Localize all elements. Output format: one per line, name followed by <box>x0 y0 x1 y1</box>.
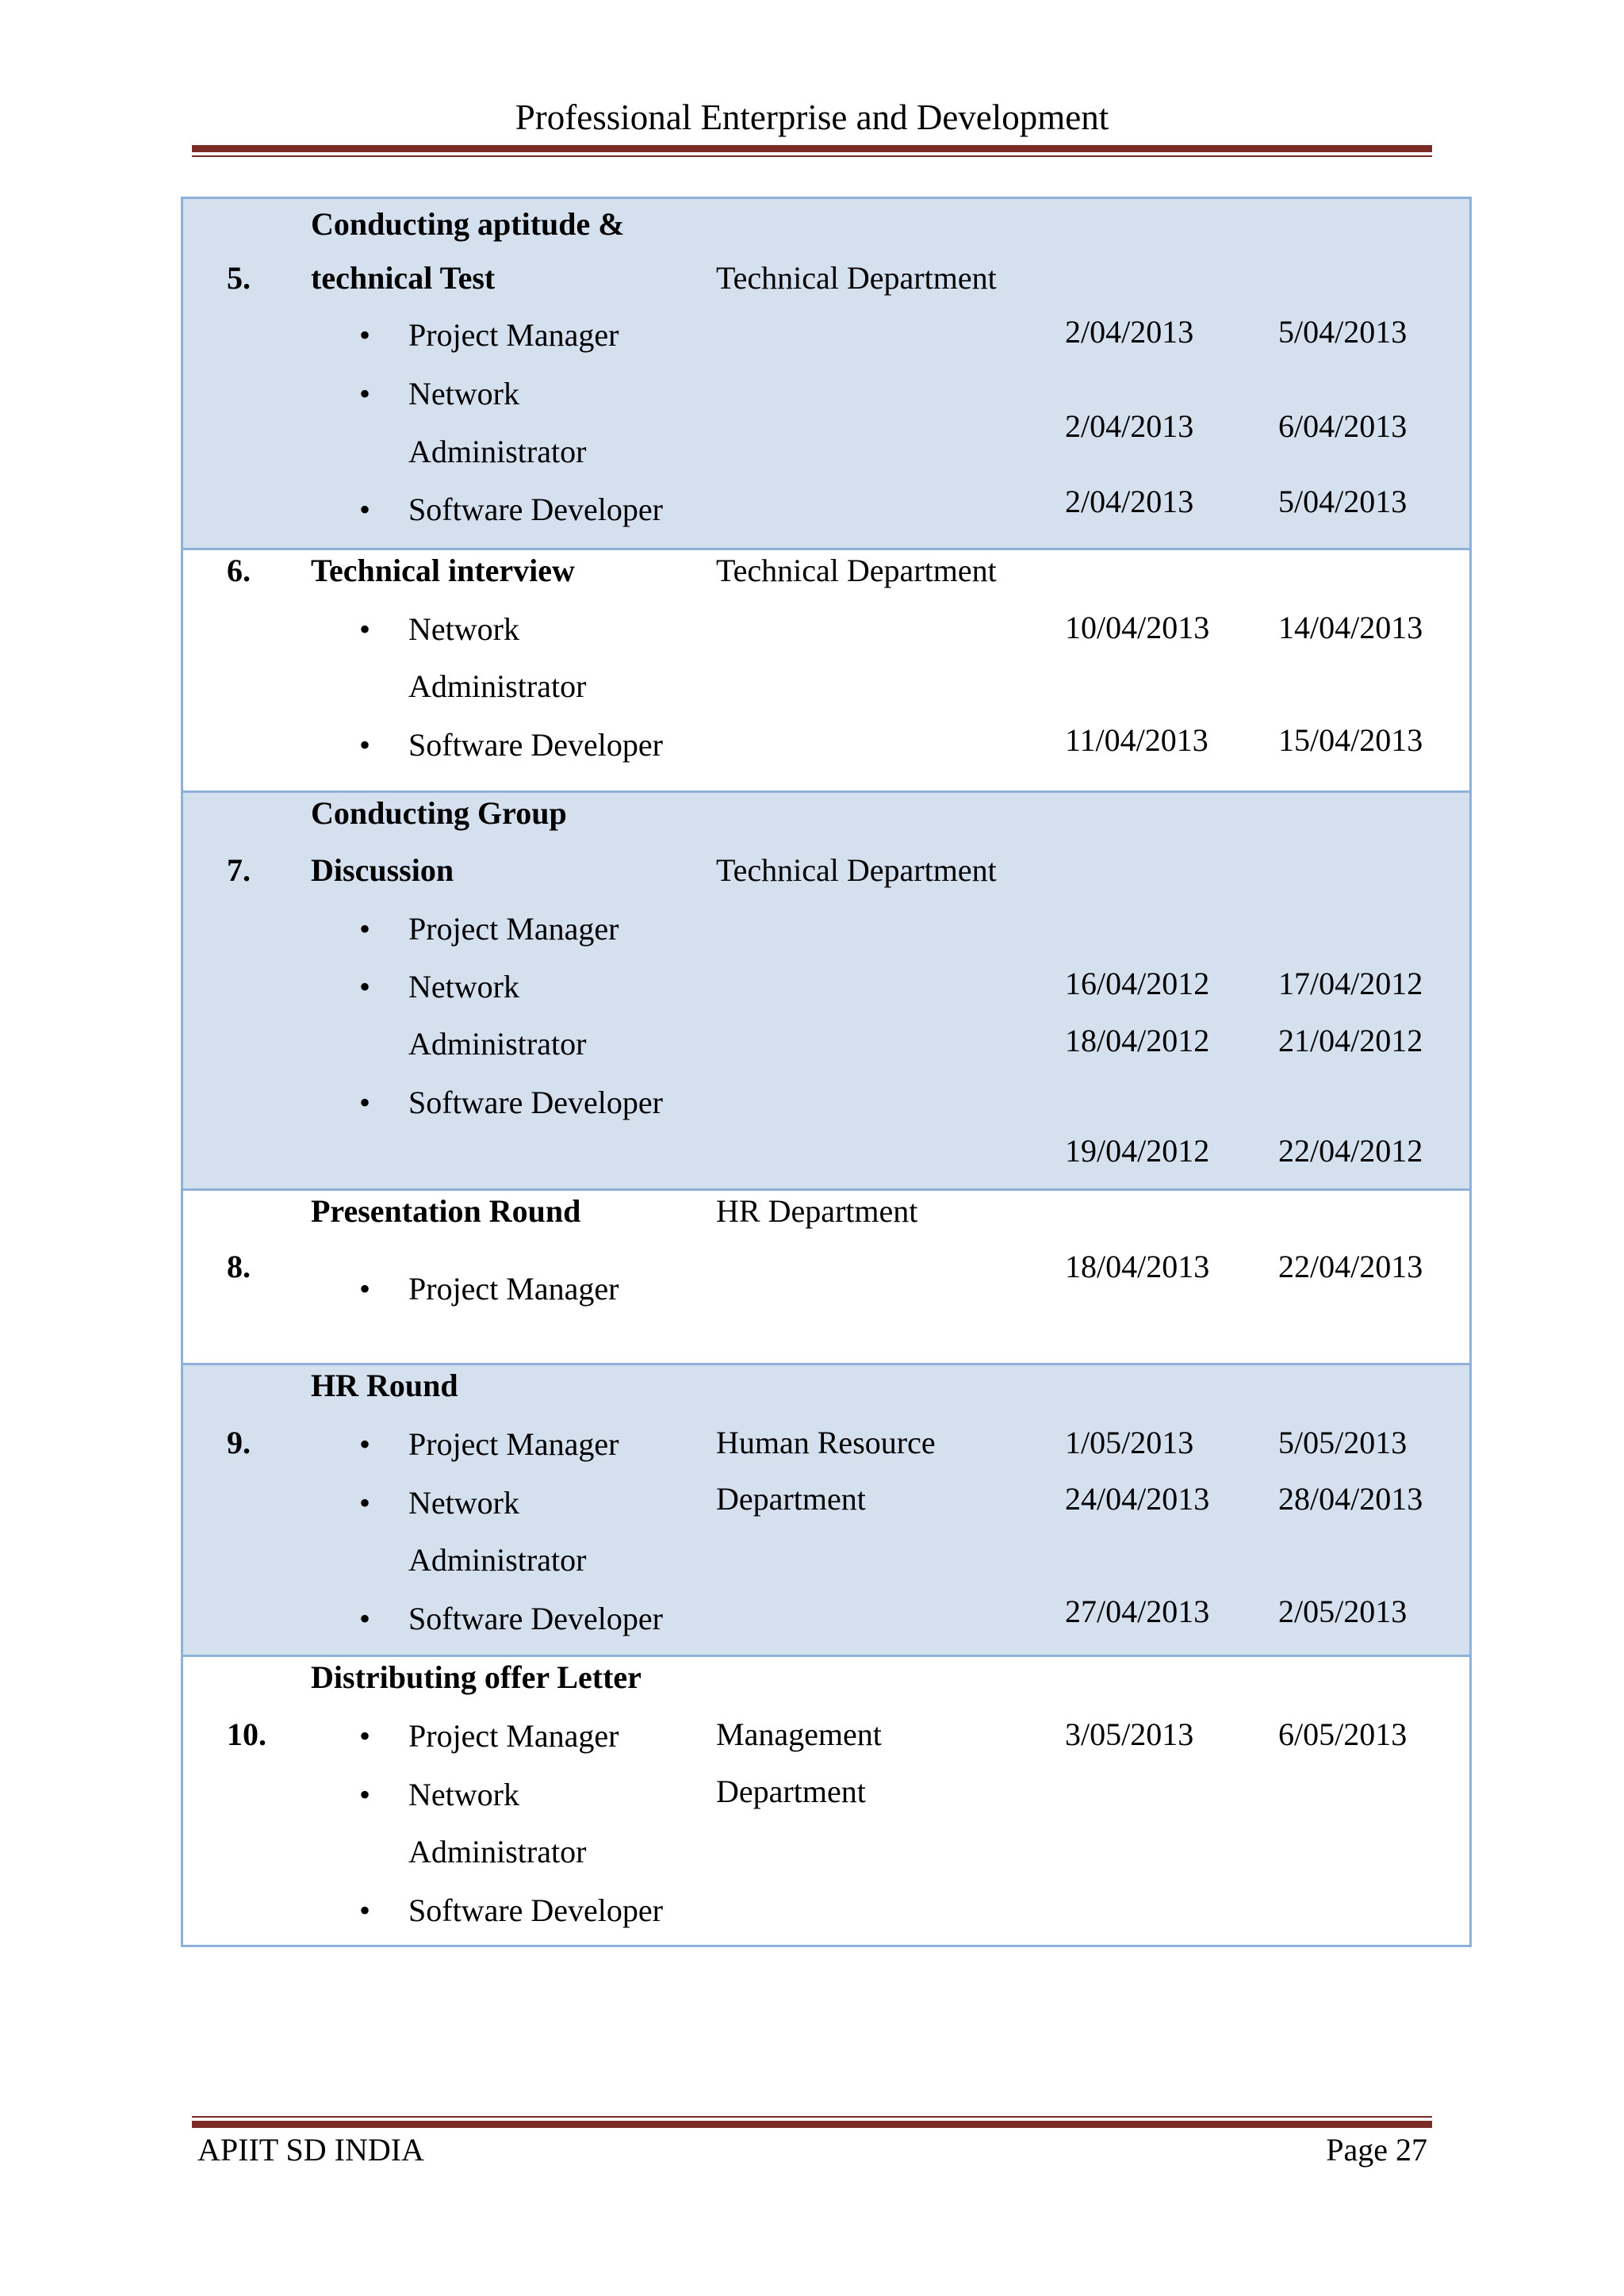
start-date: 19/04/2012 <box>1065 1133 1210 1169</box>
table-row <box>183 1363 1469 1655</box>
start-date: 2/04/2013 <box>1065 484 1194 519</box>
list-item: Project Manager <box>408 1718 619 1754</box>
activity-title: Discussion <box>311 852 454 888</box>
bullet-icon: • <box>359 911 371 947</box>
start-date: 18/04/2013 <box>1065 1249 1210 1284</box>
bullet-icon: • <box>359 1271 371 1307</box>
table-row <box>183 199 1469 548</box>
footer-rule <box>192 2116 1432 2128</box>
table-row <box>183 1655 1469 1945</box>
list-item: Software Developer <box>408 492 663 527</box>
page-header-title: Professional Enterprise and Development <box>515 98 1109 137</box>
department: Technical Department <box>716 553 997 588</box>
end-date: 2/05/2013 <box>1278 1594 1408 1629</box>
bullet-icon: • <box>359 317 371 353</box>
department: Human Resource <box>716 1425 936 1460</box>
row-number: 8. <box>227 1249 251 1284</box>
bullet-icon: • <box>359 1892 371 1928</box>
list-item: Administrator <box>408 1542 587 1578</box>
list-item: Administrator <box>408 1834 587 1869</box>
table-row <box>183 548 1469 790</box>
list-item: Network <box>408 1485 519 1521</box>
end-date: 5/05/2013 <box>1278 1425 1408 1460</box>
footer-organization: APIIT SD INDIA <box>197 2132 424 2168</box>
end-date: 6/05/2013 <box>1278 1716 1408 1752</box>
activity-title: technical Test <box>311 260 496 296</box>
start-date: 11/04/2013 <box>1065 722 1208 758</box>
row-number: 10. <box>227 1716 266 1752</box>
table-row <box>183 790 1469 1188</box>
list-item: Project Manager <box>408 911 619 947</box>
list-item: Project Manager <box>408 1426 619 1462</box>
list-item: Administrator <box>408 434 587 469</box>
end-date: 14/04/2013 <box>1278 610 1423 645</box>
department: Technical Department <box>716 260 997 296</box>
end-date: 22/04/2012 <box>1278 1133 1423 1169</box>
list-item: Software Developer <box>408 1601 663 1636</box>
activity-title: Presentation Round <box>311 1193 581 1229</box>
department: Technical Department <box>716 852 997 888</box>
department: Department <box>716 1774 866 1809</box>
bullet-icon: • <box>359 1426 371 1462</box>
list-item: Network <box>408 969 519 1004</box>
department: HR Department <box>716 1193 918 1229</box>
list-item: Project Manager <box>408 317 619 353</box>
row-number: 7. <box>227 852 251 888</box>
activity-title: Technical interview <box>311 553 575 588</box>
bullet-icon: • <box>359 492 371 527</box>
list-item: Software Developer <box>408 1085 663 1120</box>
bullet-icon: • <box>359 1777 371 1812</box>
list-item: Network <box>408 611 519 647</box>
activity-title: Distributing offer Letter <box>311 1659 642 1695</box>
schedule-table <box>181 197 1472 1947</box>
row-number: 6. <box>227 553 251 588</box>
end-date: 5/04/2013 <box>1278 484 1408 519</box>
page-number: Page 27 <box>1326 2132 1427 2168</box>
list-item: Project Manager <box>408 1271 619 1307</box>
bullet-icon: • <box>359 727 371 763</box>
bullet-icon: • <box>359 1485 371 1521</box>
list-item: Network <box>408 376 519 411</box>
bullet-icon: • <box>359 1718 371 1754</box>
bullet-icon: • <box>359 1085 371 1120</box>
end-date: 6/04/2013 <box>1278 408 1408 444</box>
row-number: 9. <box>227 1425 251 1460</box>
start-date: 1/05/2013 <box>1065 1425 1194 1460</box>
end-date: 17/04/2012 <box>1278 966 1423 1001</box>
list-item: Network <box>408 1777 519 1812</box>
start-date: 10/04/2013 <box>1065 610 1210 645</box>
end-date: 21/04/2012 <box>1278 1023 1423 1058</box>
bullet-icon: • <box>359 969 371 1004</box>
start-date: 16/04/2012 <box>1065 966 1210 1001</box>
bullet-icon: • <box>359 611 371 647</box>
header-rule <box>192 145 1432 157</box>
department: Management <box>716 1716 882 1752</box>
department: Department <box>716 1481 866 1517</box>
end-date: 15/04/2013 <box>1278 722 1423 758</box>
table-row <box>183 1188 1469 1363</box>
start-date: 27/04/2013 <box>1065 1594 1210 1629</box>
start-date: 24/04/2013 <box>1065 1481 1210 1517</box>
row-number: 5. <box>227 260 251 296</box>
end-date: 28/04/2013 <box>1278 1481 1423 1517</box>
start-date: 3/05/2013 <box>1065 1716 1194 1752</box>
activity-title: Conducting aptitude & <box>311 206 625 242</box>
list-item: Software Developer <box>408 1892 663 1928</box>
list-item: Administrator <box>408 668 587 704</box>
list-item: Administrator <box>408 1026 587 1062</box>
bullet-icon: • <box>359 376 371 411</box>
start-date: 18/04/2012 <box>1065 1023 1210 1058</box>
bullet-icon: • <box>359 1601 371 1636</box>
end-date: 5/04/2013 <box>1278 314 1408 350</box>
activity-title: HR Round <box>311 1368 458 1403</box>
start-date: 2/04/2013 <box>1065 314 1194 350</box>
end-date: 22/04/2013 <box>1278 1249 1423 1284</box>
list-item: Software Developer <box>408 727 663 763</box>
start-date: 2/04/2013 <box>1065 408 1194 444</box>
activity-title: Conducting Group <box>311 795 567 831</box>
